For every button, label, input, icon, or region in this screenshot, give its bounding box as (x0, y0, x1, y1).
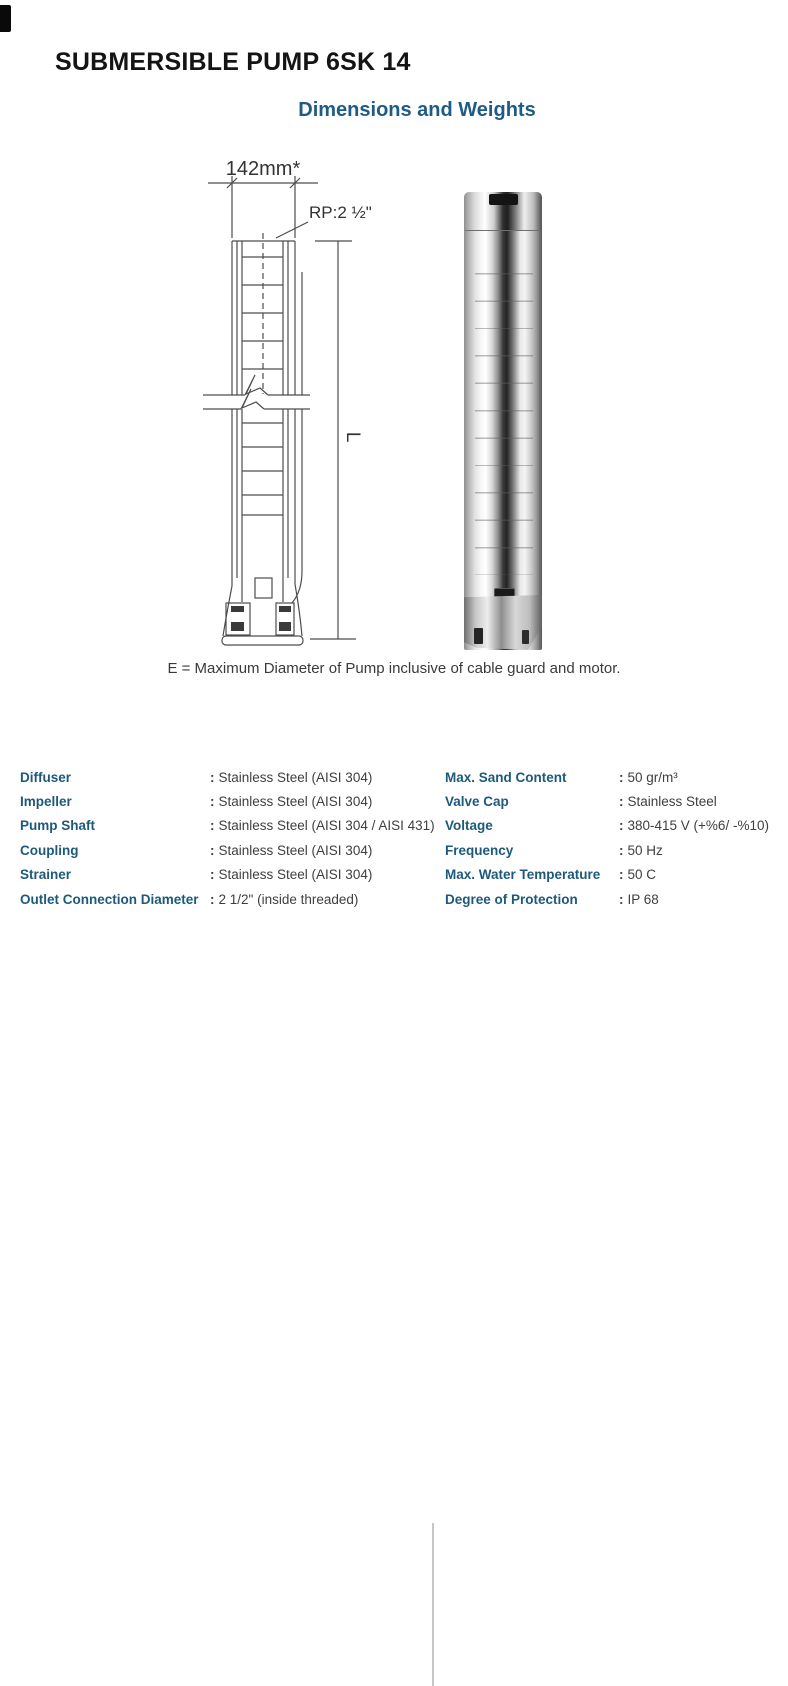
page-title: SUBMERSIBLE PUMP 6SK 14 (55, 48, 411, 76)
spec-row-impeller (20, 789, 432, 813)
spec-value: IP 68 (627, 891, 659, 907)
diameter-note: E = Maximum Diameter of Pump inclusive of cable guard and motor. (167, 660, 621, 677)
pump-walls-upper (232, 241, 302, 395)
spec-value: Stainless Steel (627, 794, 717, 810)
pump-photo-slot (474, 628, 483, 644)
spec-colon: : (210, 769, 215, 785)
width-dimension-label: 142mm* (225, 158, 301, 180)
spec-colon: : (619, 842, 624, 858)
cable-guard-box (255, 578, 272, 598)
spec-label: Voltage (445, 818, 493, 834)
foot-bolt (279, 622, 291, 631)
spec-row-strainer (20, 863, 432, 887)
base-plate (222, 636, 303, 645)
foot-bolt (231, 622, 244, 631)
spec-value: Stainless Steel (AISI 304) (218, 794, 373, 810)
spec-column-left (20, 765, 435, 911)
section-heading: Dimensions and Weights (298, 99, 536, 121)
spec-label: Outlet Connection Diameter (20, 891, 199, 907)
pump-photo-outlet-opening (489, 194, 518, 205)
spec-label: Pump Shaft (20, 818, 96, 834)
pump-photo-stage-seams (475, 247, 533, 575)
spec-row-coupling (20, 838, 432, 862)
spec-value: 50 C (627, 867, 657, 883)
break-zigzag-bottom (241, 389, 264, 409)
spec-colon: : (210, 842, 215, 858)
spec-row-valve-cap (445, 789, 775, 813)
spec-colon: : (619, 818, 624, 834)
spec-value: Stainless Steel (AISI 304) (218, 867, 373, 883)
pump-photo-slot (522, 630, 529, 644)
connection-label: RP:2 ½" (309, 203, 372, 222)
pump-photo-cap (465, 192, 541, 231)
spec-label: Strainer (20, 867, 72, 883)
spec-value: 380-415 V (+%6/ -%10) (627, 818, 769, 834)
spec-label: Degree of Protection (445, 891, 578, 907)
spec-label: Frequency (445, 842, 514, 858)
spec-colon: : (619, 769, 624, 785)
pump-technical-drawing (170, 145, 420, 670)
spec-value: 50 gr/m³ (627, 769, 678, 785)
spec-column-right (445, 765, 775, 911)
spec-value: Stainless Steel (AISI 304) (218, 842, 373, 858)
spec-value: Stainless Steel (AISI 304) (218, 769, 373, 785)
spec-row-sand-content (445, 765, 775, 789)
spec-label: Diffuser (20, 769, 72, 785)
column-divider (432, 1523, 434, 1686)
spec-colon: : (619, 891, 624, 907)
length-dimension-label: L (342, 431, 363, 443)
spec-label: Max. Water Temperature (445, 867, 601, 883)
spec-value: Stainless Steel (AISI 304 / AISI 431) (218, 818, 435, 834)
spec-value: 2 1/2" (inside threaded) (218, 891, 359, 907)
spec-label: Valve Cap (445, 794, 509, 810)
spec-row-protection-degree (445, 887, 775, 911)
leader-line (276, 222, 308, 238)
spec-label: Impeller (20, 794, 72, 810)
spec-colon: : (210, 891, 215, 907)
scan-artifact (0, 5, 11, 32)
spec-row-voltage (445, 814, 775, 838)
spec-colon: : (210, 794, 215, 810)
spec-row-pump-shaft (20, 814, 435, 838)
stage-rungs-lower (242, 423, 283, 515)
spec-colon: : (619, 867, 624, 883)
spec-colon: : (210, 818, 215, 834)
spec-row-outlet-connection (20, 887, 432, 911)
base-curve-left (223, 586, 232, 636)
spec-label: Coupling (20, 842, 79, 858)
break-zigzag-top (245, 375, 268, 395)
spec-row-frequency (445, 838, 775, 862)
pump-walls-lower (232, 409, 302, 602)
spec-label: Max. Sand Content (445, 769, 567, 785)
foot-bolt (231, 606, 244, 612)
spec-row-water-temperature (445, 863, 775, 887)
spec-row-diffuser (20, 765, 432, 789)
spec-colon: : (210, 867, 215, 883)
spec-colon: : (619, 794, 624, 810)
extension-lines (232, 176, 295, 238)
spec-value: 50 Hz (627, 842, 663, 858)
pump-photo (464, 192, 542, 650)
foot-bolt (279, 606, 291, 612)
